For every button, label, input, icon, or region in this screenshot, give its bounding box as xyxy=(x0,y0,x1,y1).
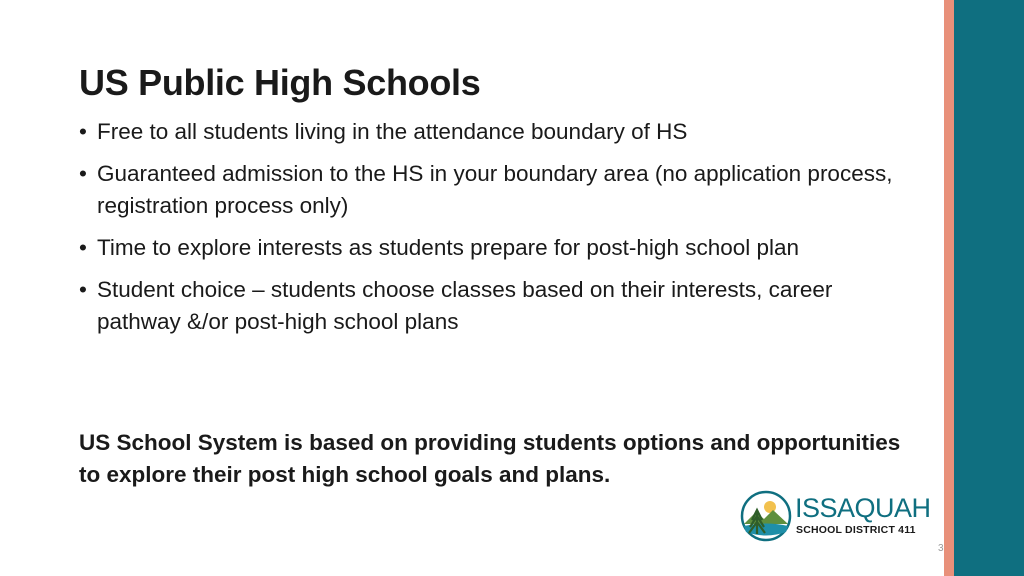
bullet-item xyxy=(79,232,919,264)
bullet-item xyxy=(79,274,919,338)
bullet-dot: • xyxy=(79,235,87,260)
accent-stripe-salmon xyxy=(944,0,954,576)
mountain-tree-emblem-icon xyxy=(740,490,792,542)
bullet-item xyxy=(79,158,919,222)
bullet-dot: • xyxy=(79,161,87,186)
slide-title: US Public High Schools xyxy=(79,62,481,103)
page-number: 3 xyxy=(938,543,944,554)
bullet-list xyxy=(79,116,919,348)
bullet-text: Time to explore interests as students prepare for post-high school plan xyxy=(97,235,800,260)
district-logo xyxy=(740,490,930,546)
bullet-text: Guaranteed admission to the HS in your boundary area (no application process, registration process only) xyxy=(97,161,893,218)
logo-name: ISSAQUAH xyxy=(795,493,931,523)
accent-stripe-teal xyxy=(954,0,1024,576)
bullet-dot: • xyxy=(79,277,87,302)
summary-statement: US School System is based on providing students options and opportunities to explore their post high school goals and plans. xyxy=(79,430,901,487)
bullet-text: Free to all students living in the attendance boundary of HS xyxy=(97,119,688,144)
bullet-item xyxy=(79,116,919,148)
bullet-text: Student choice – students choose classes based on their interests, career pathway &/or post-high school plans xyxy=(97,277,833,334)
bullet-dot: • xyxy=(79,119,87,144)
logo-subtitle: SCHOOL DISTRICT 411 xyxy=(796,524,916,536)
